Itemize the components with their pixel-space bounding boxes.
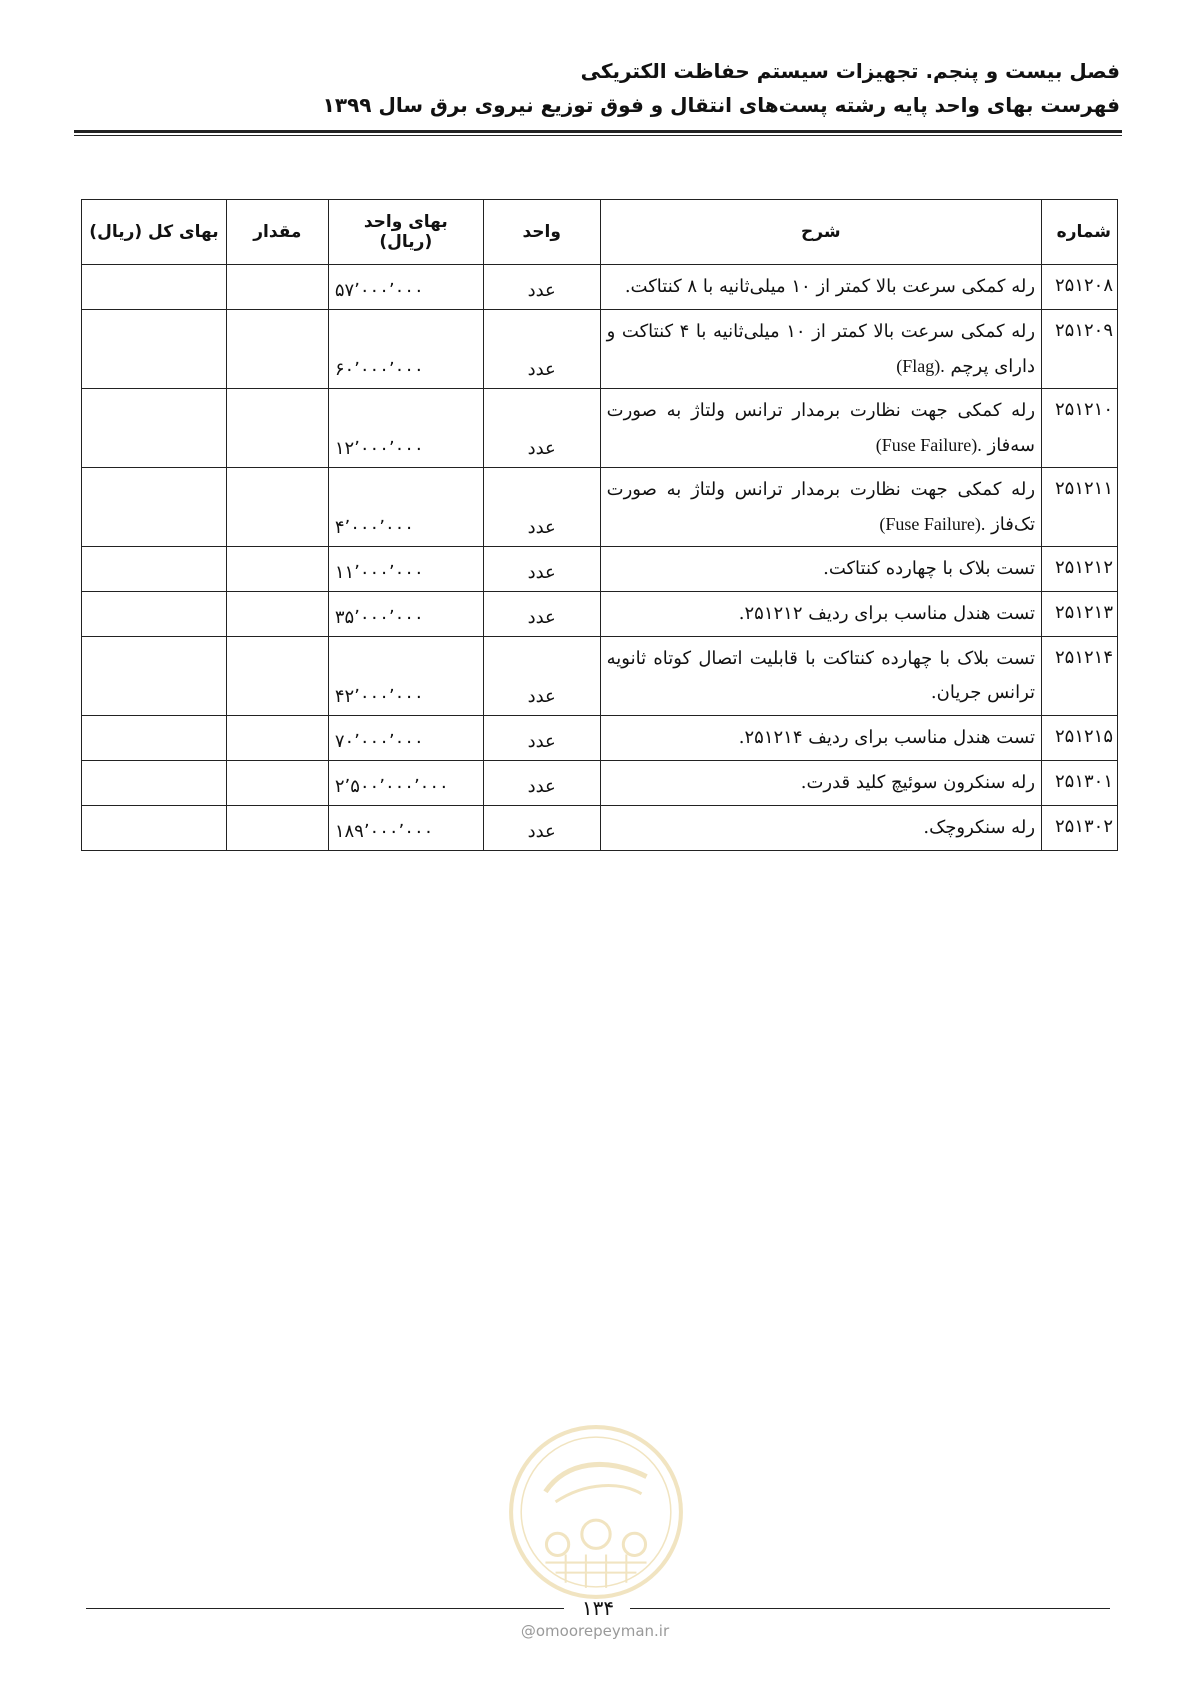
item-quantity (226, 806, 328, 851)
col-header-quantity: مقدار (226, 200, 328, 265)
item-total-price (82, 547, 227, 592)
item-quantity (226, 468, 328, 547)
item-total-price (82, 716, 227, 761)
item-unit-price: ۶۰٬۰۰۰٬۰۰۰ (328, 310, 483, 389)
item-unit-price: ۷۰٬۰۰۰٬۰۰۰ (328, 716, 483, 761)
publisher-seal-logo (505, 1421, 687, 1603)
item-code: ۲۵۱۲۱۱ (1042, 468, 1118, 547)
table-row (82, 806, 1118, 851)
item-description-latin: (Fuse Failure). (879, 514, 986, 534)
item-description-text: رله سنکروچک. (923, 817, 1036, 838)
table-row (82, 716, 1118, 761)
item-description (600, 592, 1041, 637)
item-total-price (82, 637, 227, 716)
item-unit: عدد (483, 716, 600, 761)
item-quantity (226, 389, 328, 468)
item-unit-price: ۱۱٬۰۰۰٬۰۰۰ (328, 547, 483, 592)
item-quantity (226, 547, 328, 592)
item-description (600, 716, 1041, 761)
item-description-text: رله سنکرون سوئیچ کلید قدرت. (800, 772, 1036, 793)
item-code: ۲۵۱۲۱۴ (1042, 637, 1118, 716)
header-rule-thick (74, 130, 1122, 133)
item-unit: عدد (483, 265, 600, 310)
item-description-text: رله کمکی سرعت بالا کمتر از ۱۰ میلی‌ثانیه با ۸ کنتاکت. (624, 276, 1036, 297)
item-total-price (82, 592, 227, 637)
item-description (600, 265, 1041, 310)
item-unit-price: ۵۷٬۰۰۰٬۰۰۰ (328, 265, 483, 310)
item-description-text: رله کمکی جهت نظارت برمدار ترانس ولتاژ به صورت سه‌فاز (606, 400, 1036, 456)
item-code: ۲۵۱۲۱۰ (1042, 389, 1118, 468)
col-header-unit: واحد (483, 200, 600, 265)
item-unit: عدد (483, 547, 600, 592)
footer-rule-right (86, 1608, 564, 1609)
table-row (82, 592, 1118, 637)
item-total-price (82, 761, 227, 806)
table-row (82, 547, 1118, 592)
item-unit: عدد (483, 389, 600, 468)
item-unit-price: ۱۲٬۰۰۰٬۰۰۰ (328, 389, 483, 468)
header-rule-thin (74, 135, 1122, 136)
table-row (82, 310, 1118, 389)
item-description (600, 806, 1041, 851)
item-description-text: تست بلاک با چهارده کنتاکت. (823, 558, 1036, 579)
item-unit: عدد (483, 761, 600, 806)
website-watermark: @omoorepeyman.ir (520, 1622, 670, 1640)
item-description (600, 637, 1041, 716)
item-code: ۲۵۱۲۱۳ (1042, 592, 1118, 637)
item-unit-price: ۴٬۰۰۰٬۰۰۰ (328, 468, 483, 547)
item-unit: عدد (483, 468, 600, 547)
item-quantity (226, 716, 328, 761)
item-code: ۲۵۱۲۰۸ (1042, 265, 1118, 310)
item-description (600, 761, 1041, 806)
item-total-price (82, 310, 227, 389)
table-row (82, 637, 1118, 716)
footer-rule-left (630, 1608, 1110, 1609)
item-description-text: تست هندل مناسب برای ردیف ۲۵۱۲۱۴. (738, 727, 1036, 748)
item-total-price (82, 806, 227, 851)
item-description-text: رله کمکی جهت نظارت برمدار ترانس ولتاژ به صورت تک‌فاز (606, 479, 1036, 535)
item-description-latin: (Flag). (896, 356, 945, 376)
item-unit: عدد (483, 806, 600, 851)
item-unit: عدد (483, 592, 600, 637)
item-code: ۲۵۱۲۱۲ (1042, 547, 1118, 592)
item-unit-price: ۱۸۹٬۰۰۰٬۰۰۰ (328, 806, 483, 851)
item-description (600, 468, 1041, 547)
price-table (81, 199, 1118, 851)
item-description-text: تست بلاک با چهارده کنتاکت با قابلیت اتصال کوتاه ثانویه ترانس جریان. (606, 648, 1036, 703)
item-description (600, 389, 1041, 468)
item-quantity (226, 761, 328, 806)
table-row (82, 468, 1118, 547)
table-header-row (82, 200, 1118, 265)
table-row (82, 265, 1118, 310)
col-header-total-price: بهای کل (ریال) (82, 200, 227, 265)
item-description-text: تست هندل مناسب برای ردیف ۲۵۱۲۱۲. (738, 603, 1036, 624)
item-unit: عدد (483, 310, 600, 389)
chapter-title: فصل بیست و پنجم. تجهیزات سیستم حفاظت الکتریکی (580, 59, 1120, 83)
item-total-price (82, 265, 227, 310)
item-total-price (82, 468, 227, 547)
item-description-latin: (Fuse Failure). (875, 435, 982, 455)
item-quantity (226, 592, 328, 637)
page-header (74, 56, 1120, 120)
item-quantity (226, 637, 328, 716)
col-header-unit-price: بهای واحد (ریال) (328, 200, 483, 265)
item-code: ۲۵۱۲۱۵ (1042, 716, 1118, 761)
item-quantity (226, 310, 328, 389)
price-list-title: فهرست بهای واحد پایه رشته پست‌های انتقال و فوق توزیع نیروی برق سال ۱۳۹۹ (322, 93, 1120, 117)
item-code: ۲۵۱۲۰۹ (1042, 310, 1118, 389)
col-header-code: شماره (1042, 200, 1118, 265)
item-unit-price: ۴۲٬۰۰۰٬۰۰۰ (328, 637, 483, 716)
item-unit-price: ۲٬۵۰۰٬۰۰۰٬۰۰۰ (328, 761, 483, 806)
page-number: ۱۳۴ (581, 1596, 615, 1620)
item-description (600, 310, 1041, 389)
item-total-price (82, 389, 227, 468)
item-code: ۲۵۱۳۰۲ (1042, 806, 1118, 851)
table-row (82, 761, 1118, 806)
item-description (600, 547, 1041, 592)
col-header-description: شرح (600, 200, 1041, 265)
item-code: ۲۵۱۳۰۱ (1042, 761, 1118, 806)
table-row (82, 389, 1118, 468)
item-quantity (226, 265, 328, 310)
item-unit-price: ۳۵٬۰۰۰٬۰۰۰ (328, 592, 483, 637)
item-unit: عدد (483, 637, 600, 716)
item-description-text: رله کمکی سرعت بالا کمتر از ۱۰ میلی‌ثانیه با ۴ کنتاکت و دارای پرچم (606, 321, 1036, 377)
